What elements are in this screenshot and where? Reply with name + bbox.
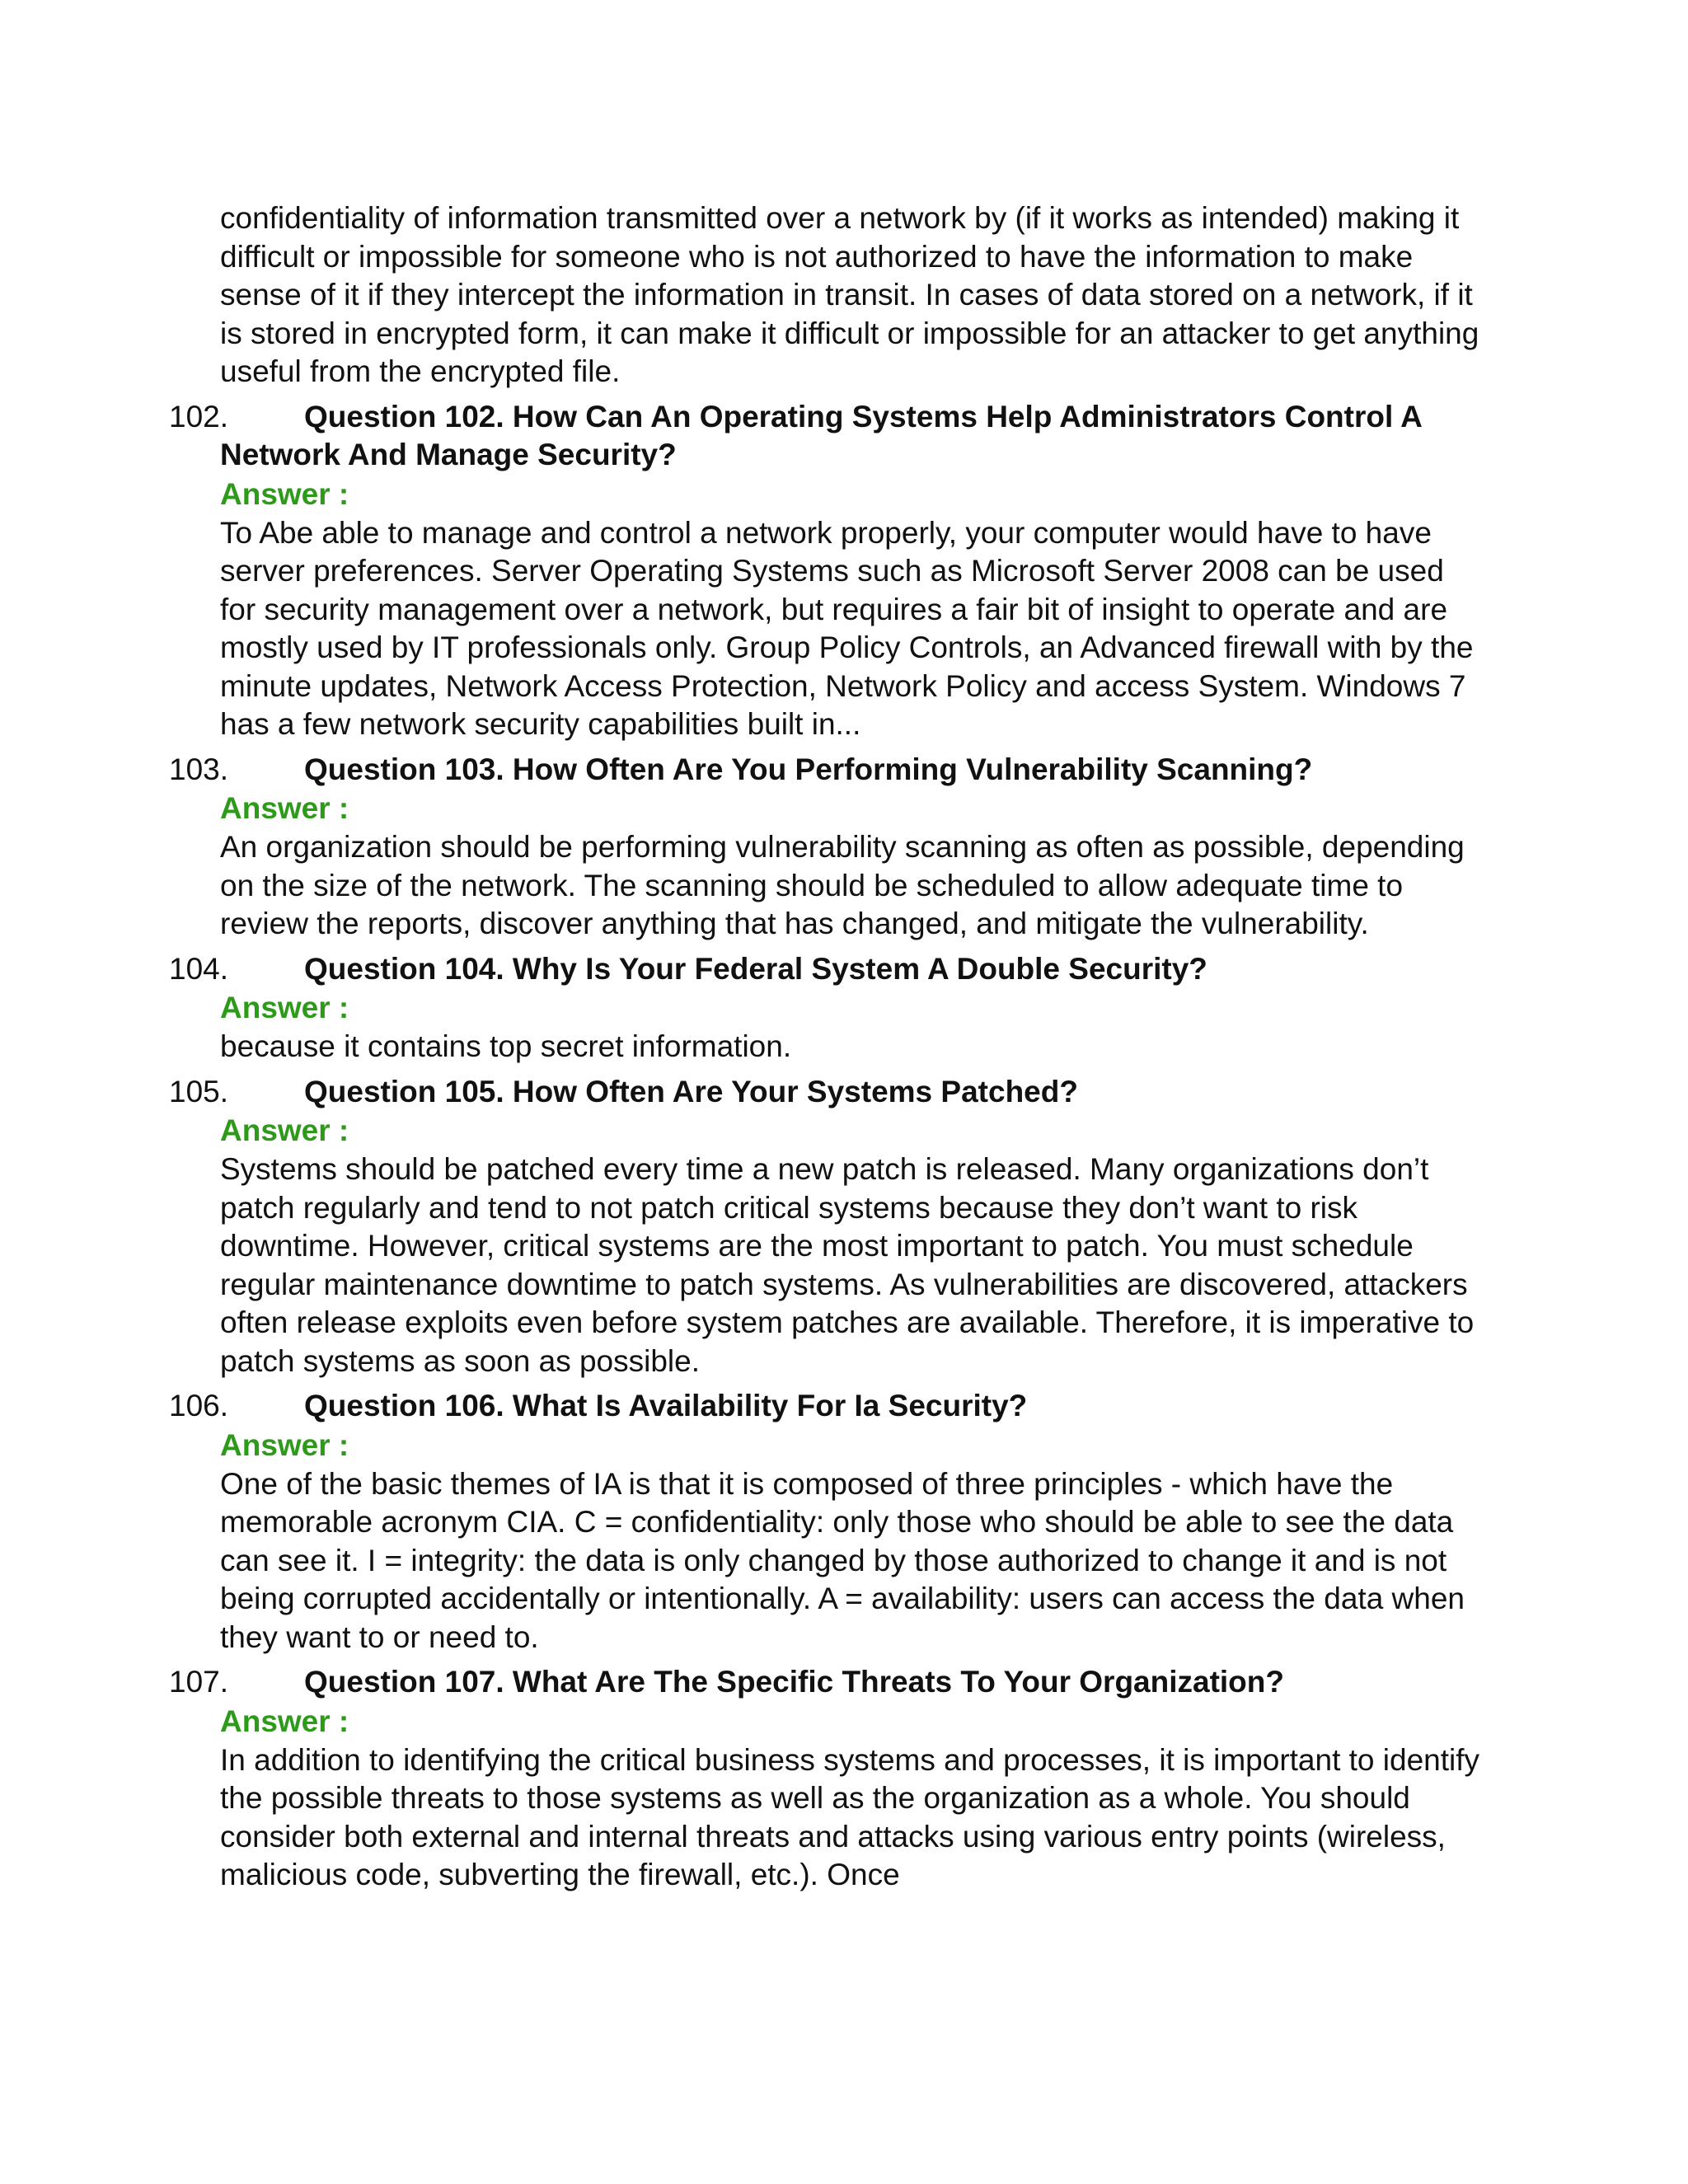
answer-label: Answer : — [220, 1113, 349, 1147]
qa-item-106 — [169, 1387, 1488, 1657]
question-title: Question 106. What Is Availability For Ia Security? — [304, 1389, 1028, 1422]
question-number: 104. — [169, 951, 229, 986]
answer-text: Systems should be patched every time a new patch is released. Many organizations don’t patch regularly and tend to not patch critical systems because they don’t want to risk downtime. However, critical systems are the most important to patch. You must schedule regular maintenance downtime to patch systems. As vulnerabilities are discovered, attackers often release exploits even before system patches are available. Therefore, it is imperative to patch systems as soon as possible. — [220, 1152, 1475, 1378]
qa-item-107 — [169, 1663, 1488, 1895]
answer-text: To Abe able to manage and control a network properly, your computer would have to have server preferences. Server Operating Systems such as Microsoft Server 2008 can be used for security management over a network, but requires a fair bit of insight to operate and are mostly used by IT professionals only. Group Policy Controls, an Advanced firewall with by the minute updates, Network Access Protection, Network Policy and access System. Windows 7 has a few network security capabilities built in... — [220, 515, 1474, 741]
question-number: 105. — [169, 1074, 229, 1108]
question-title: Question 102. How Can An Operating Systems Help Administrators Control A Network And Manage Security? — [220, 399, 1422, 471]
answer-label: Answer : — [220, 791, 349, 825]
answer-text: because it contains top secret information. — [220, 1029, 792, 1063]
intro-paragraph: confidentiality of information transmitted over a network by (if it works as intended) making it difficult or impossible for someone who is not authorized to have the information to make sense of it if they intercept the information in transit. In cases of data stored on a network, if it is stored in encrypted form, it can make it difficult or impossible for an attacker to get anything useful from the encrypted file. — [220, 201, 1479, 388]
answer-label: Answer : — [220, 991, 349, 1024]
question-number: 107. — [169, 1665, 229, 1699]
question-title: Question 105. How Often Are Your Systems Patched? — [304, 1074, 1078, 1108]
answer-text: One of the basic themes of IA is that it is composed of three principles - which have the memorable acronym CIA. C = confidentiality: only those who should be able to see the data can see it. I = integrity: the data is only changed by those authorized to change it and is not being corrupted accidentally or intentionally. A = availability: users can access the data when they want to or need to. — [220, 1466, 1465, 1654]
question-title: Question 107. What Are The Specific Threats To Your Organization? — [304, 1665, 1284, 1699]
question-number: 103. — [169, 752, 229, 786]
qa-item-103 — [169, 751, 1488, 944]
answer-label: Answer : — [220, 1427, 349, 1462]
question-number: 106. — [169, 1389, 229, 1422]
qa-item-102 — [169, 398, 1488, 744]
page-content — [169, 199, 1488, 1895]
qa-item-105 — [169, 1073, 1488, 1381]
answer-text: An organization should be performing vulnerability scanning as often as possible, depending on the size of the network. The scanning should be scheduled to allow adequate time to review the reports, discover anything that has changed, and mitigate the vulnerability. — [220, 830, 1465, 940]
question-title: Question 104. Why Is Your Federal System A Double Security? — [304, 951, 1207, 986]
question-title: Question 103. How Often Are You Performing Vulnerability Scanning? — [304, 752, 1313, 786]
answer-label: Answer : — [220, 1704, 349, 1738]
qa-item-104 — [169, 950, 1488, 1066]
answer-text: In addition to identifying the critical business systems and processes, it is important to identify the possible threats to those systems as well as the organization as a whole. You should consider both external and internal threats and attacks using various entry points (wireless, malicious code, subverting the firewall, etc.). Once — [220, 1742, 1480, 1891]
answer-label: Answer : — [220, 476, 349, 511]
question-number: 102. — [169, 399, 229, 434]
